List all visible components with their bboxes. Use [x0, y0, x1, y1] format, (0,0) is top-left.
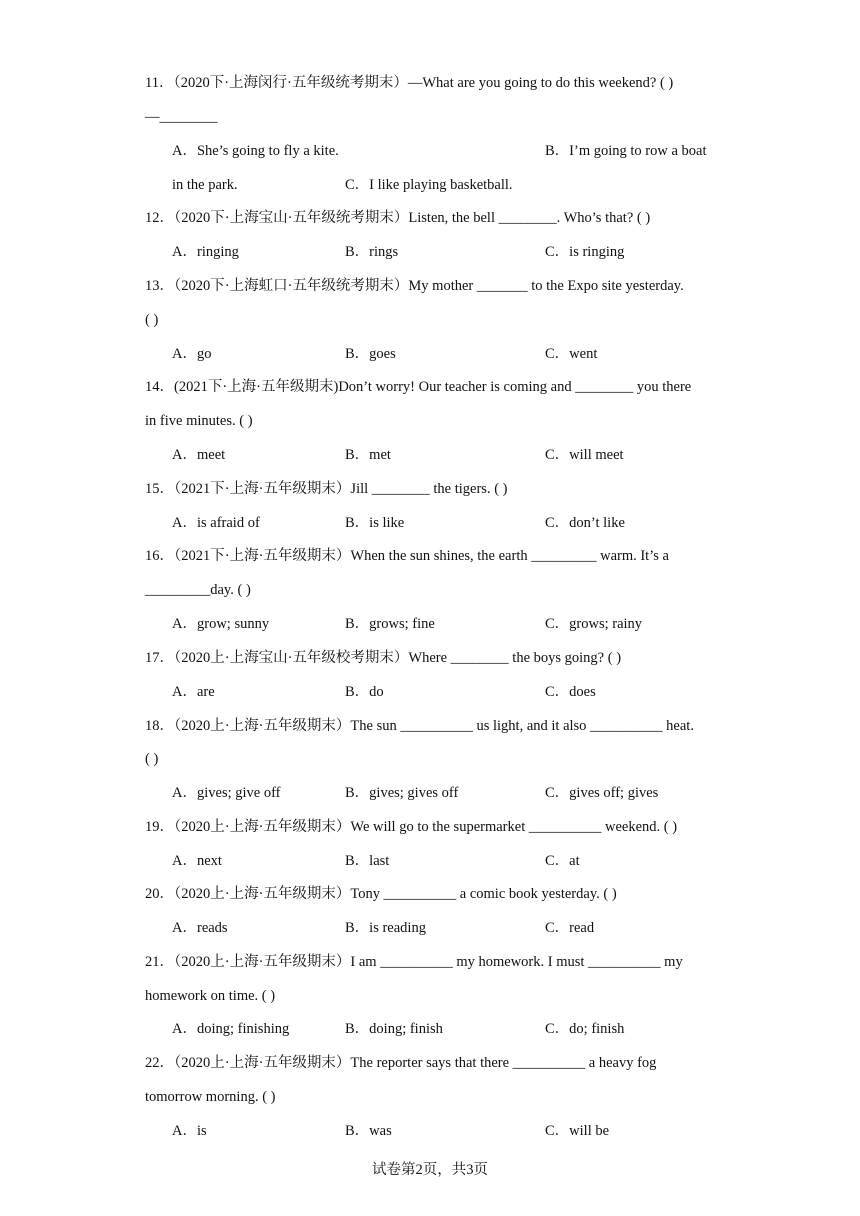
question-20-option-b[interactable]: B．is reading: [345, 920, 426, 936]
question-15-option-c[interactable]: C．don’t like: [545, 515, 625, 531]
question-17-stem: 17．（2020上·上海宝山·五年级校考期末）Where ________ the boys going? ( ): [145, 650, 622, 666]
question-11-option-c[interactable]: C．I like playing basketball.: [345, 177, 513, 193]
question-22-stem: 22．（2020上·上海·五年级期末）The reporter says that there __________ a heavy fog: [145, 1055, 657, 1071]
question-13-stem: 13．（2020下·上海虹口·五年级统考期末）My mother _______ to the Expo site yesterday.: [145, 278, 684, 294]
question-text: —What are you going to do this weekend? ( ): [407, 75, 674, 91]
question-14-stem: 14．(2021下·上海·五年级期末)Don’t worry! Our teacher is coming and ________ you there: [145, 379, 692, 395]
question-12-option-c[interactable]: C．is ringing: [545, 244, 625, 260]
page-footer: 试卷第2页，共3页: [372, 1162, 488, 1178]
question-14-option-c[interactable]: C．will meet: [545, 447, 624, 463]
question-18-stem: 18．（2020上·上海·五年级期末）The sun __________ us light, and it also __________ heat.: [145, 718, 694, 734]
question-21-stem-line2: homework on time. ( ): [145, 988, 276, 1004]
question-18-stem-line2: ( ): [145, 751, 159, 767]
question-11-option-b[interactable]: B．I’m going to row a boat: [545, 143, 707, 159]
question-18-option-a[interactable]: A．gives; give off: [172, 785, 281, 801]
question-16-option-a[interactable]: A．grow; sunny: [172, 616, 270, 632]
question-17-option-a[interactable]: A．are: [172, 684, 215, 700]
question-15-option-a[interactable]: A．is afraid of: [172, 515, 260, 531]
question-20-option-c[interactable]: C．read: [545, 920, 595, 936]
question-17-option-b[interactable]: B．do: [345, 684, 384, 700]
question-14-stem-line2: in five minutes. ( ): [145, 413, 253, 429]
question-13-option-c[interactable]: C．went: [545, 346, 598, 362]
question-21-option-b[interactable]: B．doing; finish: [345, 1021, 443, 1037]
question-16-stem: 16．（2021下·上海·五年级期末）When the sun shines, the earth _________ warm. It’s a: [145, 548, 669, 564]
question-14-option-b[interactable]: B．met: [345, 447, 391, 463]
question-20-stem: 20．（2020上·上海·五年级期末）Tony __________ a comic book yesterday. ( ): [145, 886, 617, 902]
question-source: （2020下·上海闵行·五年级统考期末）: [173, 75, 408, 91]
question-15-option-b[interactable]: B．is like: [345, 515, 405, 531]
question-21-option-c[interactable]: C．do; finish: [545, 1021, 625, 1037]
question-21-option-a[interactable]: A．doing; finishing: [172, 1021, 290, 1037]
question-22-option-a[interactable]: A．is: [172, 1123, 207, 1139]
question-20-option-a[interactable]: A．reads: [172, 920, 228, 936]
question-19-stem: 19．（2020上·上海·五年级期末）We will go to the supermarket __________ weekend. ( ): [145, 819, 678, 835]
question-19-option-a[interactable]: A．next: [172, 853, 222, 869]
question-22-option-c[interactable]: C．will be: [545, 1123, 610, 1139]
question-19-option-c[interactable]: C．at: [545, 853, 580, 869]
question-15-stem: 15．（2021下·上海·五年级期末）Jill ________ the tigers. ( ): [145, 481, 508, 497]
question-19-option-b[interactable]: B．last: [345, 853, 390, 869]
question-11-stem: 11．（2020下·上海闵行·五年级统考期末）—What are you going to do this weekend? ( ): [145, 75, 674, 91]
question-18-option-c[interactable]: C．gives off; gives: [545, 785, 659, 801]
question-12-stem: 12．（2020下·上海宝山·五年级统考期末）Listen, the bell ________. Who’s that? ( ): [145, 210, 651, 226]
question-11-stem-line2: —________: [145, 109, 218, 125]
question-11-option-a[interactable]: A．She’s going to fly a kite.: [172, 143, 339, 159]
question-12-option-b[interactable]: B．rings: [345, 244, 399, 260]
question-22-stem-line2: tomorrow morning. ( ): [145, 1089, 276, 1105]
question-number: 11: [145, 75, 159, 91]
question-16-stem-line2: _________day. ( ): [145, 582, 251, 598]
question-16-option-b[interactable]: B．grows; fine: [345, 616, 435, 632]
question-22-option-b[interactable]: B．was: [345, 1123, 392, 1139]
question-13-stem-line2: ( ): [145, 312, 159, 328]
question-21-stem: 21．（2020上·上海·五年级期末）I am __________ my homework. I must __________ my: [145, 954, 683, 970]
question-16-option-c[interactable]: C．grows; rainy: [545, 616, 643, 632]
question-11-option-b-continued: in the park.: [172, 177, 238, 193]
question-18-option-b[interactable]: B．gives; gives off: [345, 785, 459, 801]
question-12-option-a[interactable]: A．ringing: [172, 244, 239, 260]
question-13-option-a[interactable]: A．go: [172, 346, 212, 362]
question-17-option-c[interactable]: C．does: [545, 684, 596, 700]
question-14-option-a[interactable]: A．meet: [172, 447, 226, 463]
question-13-option-b[interactable]: B．goes: [345, 346, 396, 362]
